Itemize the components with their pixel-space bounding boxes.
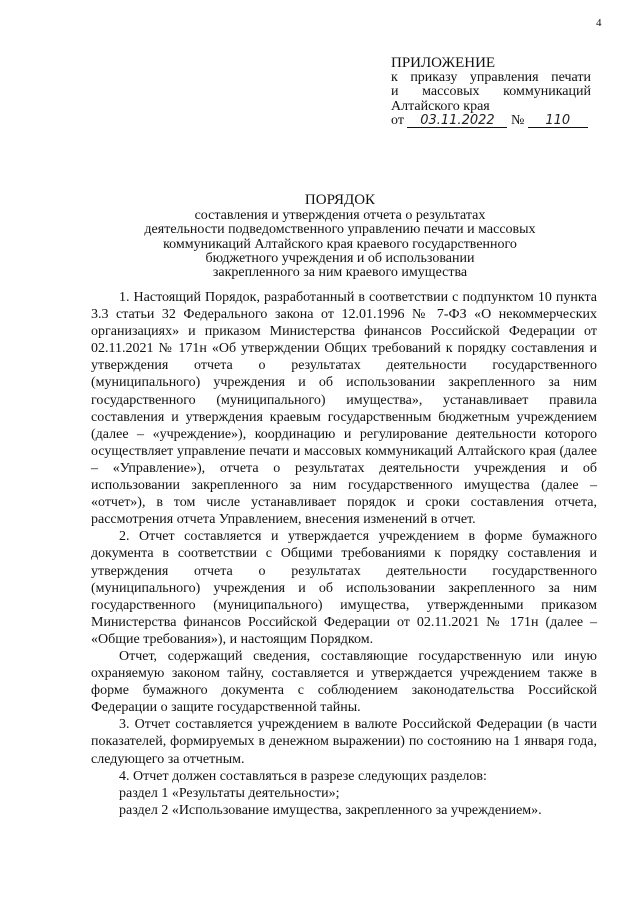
number-sign: № — [510, 113, 525, 128]
page-number: 4 — [596, 17, 602, 29]
appendix-date-line — [391, 114, 591, 129]
title-subtitle-line: составления и утверждения отчета о результатах — [194, 208, 486, 223]
order-date: 03.11.2022 — [407, 114, 507, 128]
section-item-1: раздел 1 «Результаты деятельности»; — [119, 785, 340, 801]
appendix-title: ПРИЛОЖЕНИЕ — [391, 55, 496, 71]
paragraph-3: 3. Отчет составляется учреждением в валюте Российской Федерации (в части показателей, формируемых в денежном выражении) по состоянию на 1 января года, следующего за отчетным. — [91, 717, 597, 767]
title-subtitle-line: коммуникаций Алтайского края краевого государственного — [163, 236, 517, 252]
document-body — [91, 289, 597, 819]
title-subtitle-line: закрепленного за ним краевого имущества — [212, 265, 468, 281]
document-title — [90, 191, 590, 280]
date-prefix: от — [391, 113, 404, 128]
paragraph-2: 2. Отчет составляется и утверждается учреждением в форме бумажного документа в соответствии с Общими требованиями к порядку составления и утверждения отчета о результатах деятельности государственного (муниципального) учреждения и об использовании закрепленного за ним государственного (муниципального) имущества, утвержденными приказом Министерства финансов Российской Федерации от 02.11.2021 № 171н (далее – «Общие требования»), и настоящим Порядком. — [91, 529, 597, 647]
appendix-line-2: и массовых коммуникаций — [391, 84, 591, 99]
title-subtitle-line: бюджетного учреждения и об использовании — [205, 250, 475, 266]
paragraph-4: 4. Отчет должен составляться в разрезе следующих разделов: — [119, 768, 487, 784]
appendix-line-1: к приказу управления печати — [391, 69, 591, 85]
title-subtitle-line: деятельности подведомственного управлению печати и массовых — [144, 222, 536, 238]
order-number: 110 — [528, 114, 588, 128]
appendix-block — [391, 56, 591, 129]
appendix-line-3: Алтайского края — [391, 98, 490, 114]
section-item-2: раздел 2 «Использование имущества, закрепленного за учреждением». — [119, 802, 542, 818]
title-heading: ПОРЯДОК — [304, 192, 376, 208]
paragraph-2-secret: Отчет, содержащий сведения, составляющие государственную или иную охраняемую законом тайну, составляется и утверждается учреждением также в форме бумажного документа с соблюдением законодательства Российской Федерации о защите государственной тайны. — [91, 648, 597, 716]
paragraph-1: 1. Настоящий Порядок, разработанный в соответствии с подпунктом 10 пункта 3.3 статьи 32 Федерального закона от 12.01.1996 № 7-ФЗ «О некоммерческих организациях» и приказом Министерства финансов Российской Федерации от 02.11.2021 № 171н «Об утверждении Общих требований к порядку составления и утверждения отчета о результатах деятельности государственного (муниципального) учреждения и об использовании закрепленного за ним государственного (муниципального) имущества», устанавливает правила составления и утверждения краевым государственным бюджетным учреждением (далее – «учреждение»), координацию и регулирование деятельности которого осуществляет управление печати и массовых коммуникаций Алтайского края (далее – «Управление»), отчета о результатах деятельности учреждения и об использовании закрепленного за ним государственного имущества (далее – «отчет»), в том числе устанавливает порядок и сроки составления отчета, рассмотрения отчета Управлением, внесения изменений в отчет. — [91, 290, 597, 528]
